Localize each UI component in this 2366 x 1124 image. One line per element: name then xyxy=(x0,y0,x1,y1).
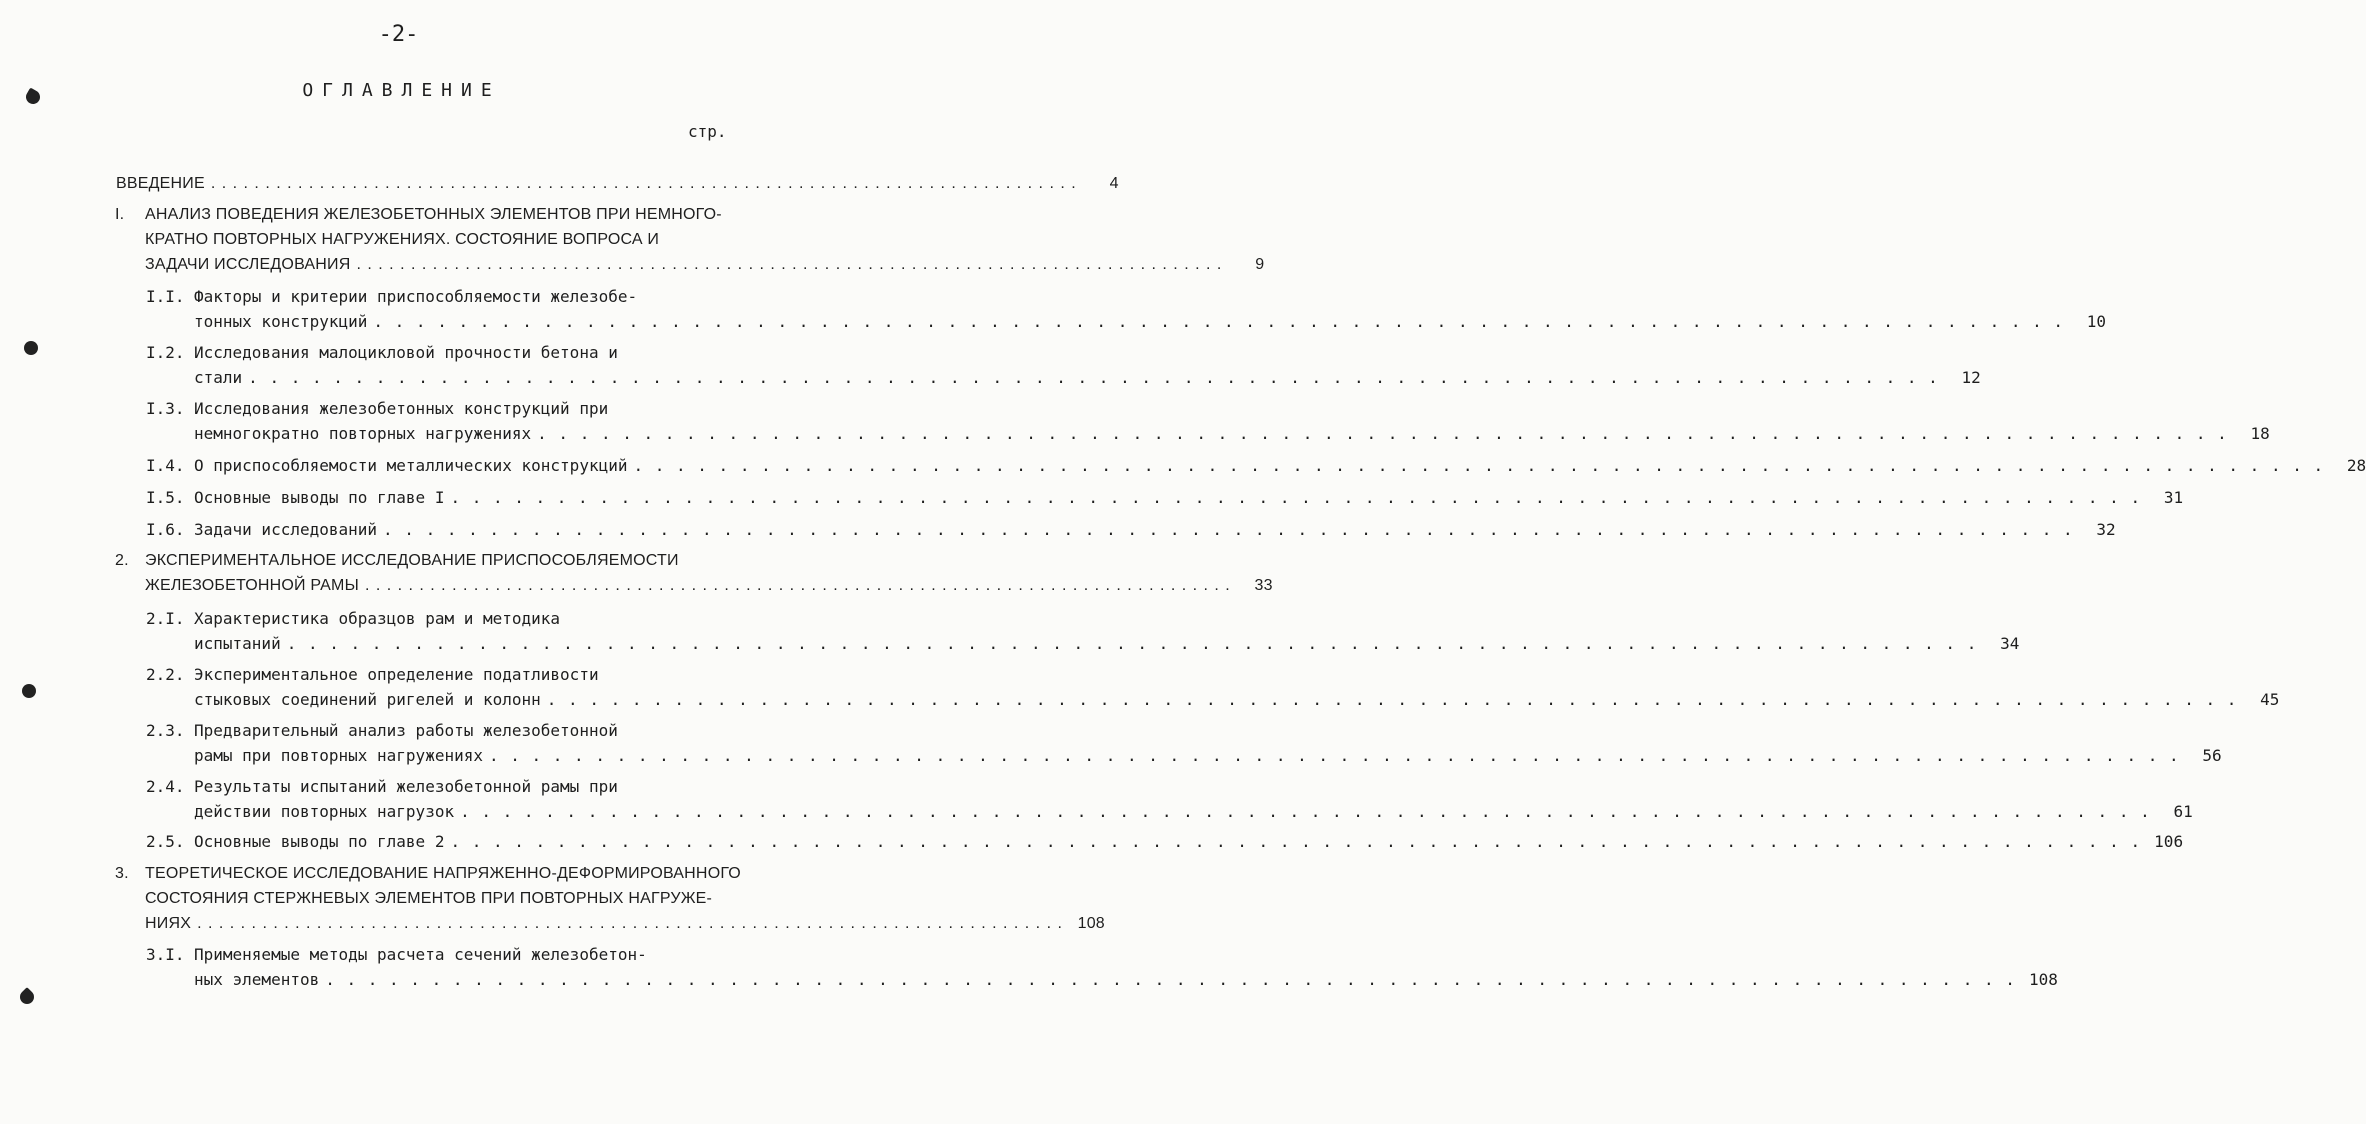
toc-entry-page: 4 xyxy=(1109,175,1119,192)
toc-entry xyxy=(0,171,1119,196)
leader-dots: . . . . . . . . . . . . . . . . . . . . . . . . . . . . . . . . . . . . . . . . . . . . . . . . . . . . . . . . . . . . . . . . . . . . . . . . . . . . . . . . xyxy=(197,915,1063,932)
toc-entry-text: испытаний xyxy=(194,634,281,653)
toc-entry-number: I.5. xyxy=(146,488,185,507)
toc-entry-number: 2.5. xyxy=(146,832,185,851)
toc-entry-text: АНАЛИЗ ПОВЕДЕНИЯ ЖЕЛЕЗОБЕТОННЫХ ЭЛЕМЕНТОВ ПРИ НЕМНОГО- xyxy=(145,206,722,223)
pages-column-label: стр. xyxy=(688,122,727,141)
toc-entry-number: 2.4. xyxy=(146,777,185,796)
toc-entry-text: ЭКСПЕРИМЕНТАЛЬНОЕ ИССЛЕДОВАНИЕ ПРИСПОСОБЛЯЕМОСТИ xyxy=(145,552,679,569)
leader-dots: . . . . . . . . . . . . . . . . . . . . . . . . . . . . . . . . . . . . . . . . . . . . . . . . . . . . . . . . . . . . . . . . . . . . . . . . . . . . . . . . xyxy=(356,256,1223,273)
leader-dots: . . . . . . . . . . . . . . . . . . . . . . . . . . . . . . . . . . . . . . . . . . . . . . . . . . . . . . . . . . . . . . . . . . . . . . . . . . . . . . . . xyxy=(450,832,2142,851)
toc-entry-page: 34 xyxy=(2000,634,2020,653)
leader-dots: . . . . . . . . . . . . . . . . . . . . . . . . . . . . . . . . . . . . . . . . . . . . . . . . . . . . . . . . . . . . . . . . . . . . . . . . . . . . . . . . xyxy=(383,520,2074,539)
toc-entry-page: 32 xyxy=(2096,520,2116,539)
toc-entry-text: ЖЕЛЕЗОБЕТОННОЙ РАМЫ xyxy=(145,577,359,594)
leader-dots: . . . . . . . . . . . . . . . . . . . . . . . . . . . . . . . . . . . . . . . . . . . . . . . . . . . . . . . . . . . . . . . . . . . . . . . . . . . . . . . . xyxy=(286,634,1978,653)
leader-dots: . . . . . . . . . . . . . . . . . . . . . . . . . . . . . . . . . . . . . . . . . . . . . . . . . . . . . . . . . . . . . . . . . . . . . . . . . . . . . . . . xyxy=(460,802,2151,821)
toc-entry xyxy=(0,548,1273,598)
toc-entry-page: 56 xyxy=(2202,746,2222,765)
toc-entry-page: 108 xyxy=(2028,970,2058,989)
toc-entry-text: рамы при повторных нагружениях xyxy=(194,746,483,765)
toc-entry-text: Задачи исследований xyxy=(194,520,378,539)
leader-dots: . . . . . . . . . . . . . . . . . . . . . . . . . . . . . . . . . . . . . . . . . . . . . . . . . . . . . . . . . . . . . . . . . . . . . . . . . . . . . . . . xyxy=(450,488,2142,507)
toc-entry xyxy=(0,942,2058,992)
toc-entry-text: Экспериментальное определение податливости xyxy=(194,665,599,684)
leader-dots: . . . . . . . . . . . . . . . . . . . . . . . . . . . . . . . . . . . . . . . . . . . . . . . . . . . . . . . . . . . . . . . . . . . . . . . . . . . . . . . . xyxy=(373,312,2065,331)
toc-entry-text: ВВЕДЕНИЕ xyxy=(116,175,205,192)
toc-entry-number: 2.2. xyxy=(146,665,185,684)
toc-entry-text: Результаты испытаний железобетонной рамы при xyxy=(194,777,618,796)
toc-entry-text: Основные выводы по главе I xyxy=(194,488,445,507)
toc-entry-text: НИЯХ xyxy=(145,915,192,932)
toc-entry-number: I.4. xyxy=(146,456,185,475)
leader-dots: . . . . . . . . . . . . . . . . . . . . . . . . . . . . . . . . . . . . . . . . . . . . . . . . . . . . . . . . . . . . . . . . . . . . . . . . . . . . . . . . xyxy=(488,746,2180,765)
toc-entry-number: I.6. xyxy=(146,520,185,539)
toc-entry-page: 18 xyxy=(2250,424,2270,443)
leader-dots: . . . . . . . . . . . . . . . . . . . . . . . . . . . . . . . . . . . . . . . . . . . . . . . . . . . . . . . . . . . . . . . . . . . . . . . . . . . . . . . . xyxy=(210,175,1077,192)
toc-entry xyxy=(0,453,2366,478)
toc-entry-page: 28 xyxy=(2346,456,2366,475)
toc-entry-text: ЗАДАЧИ ИССЛЕДОВАНИЯ xyxy=(145,256,351,273)
toc-entry xyxy=(0,396,2270,446)
toc-entry-text: СОСТОЯНИЯ СТЕРЖНЕВЫХ ЭЛЕМЕНТОВ ПРИ ПОВТОРНЫХ НАГРУЖЕ- xyxy=(145,890,713,907)
toc-entry-text: Предварительный анализ работы железобетонной xyxy=(194,721,618,740)
toc-entry-text: КРАТНО ПОВТОРНЫХ НАГРУЖЕНИЯХ. СОСТОЯНИЕ ВОПРОСА И xyxy=(145,231,660,248)
toc-entry xyxy=(0,202,1265,277)
toc-entry-page: 9 xyxy=(1255,256,1265,273)
toc-entry-page: 12 xyxy=(1961,368,1981,387)
leader-dots: . . . . . . . . . . . . . . . . . . . . . . . . . . . . . . . . . . . . . . . . . . . . . . . . . . . . . . . . . . . . . . . . . . . . . . . . . . . . . . . . xyxy=(364,577,1231,594)
toc-entry-number: 2. xyxy=(115,552,129,569)
toc-entry xyxy=(0,829,2184,854)
toc-entry-text: ТЕОРЕТИЧЕСКОЕ ИССЛЕДОВАНИЕ НАПРЯЖЕННО-ДЕФОРМИРОВАННОГО xyxy=(145,865,741,882)
toc-entry-text: Исследования железобетонных конструкций при xyxy=(194,399,609,418)
toc-entry-text: Характеристика образцов рам и методика xyxy=(194,609,561,628)
leader-dots: . . . . . . . . . . . . . . . . . . . . . . . . . . . . . . . . . . . . . . . . . . . . . . . . . . . . . . . . . . . . . . . . . . . . . . . . . . . . . . . . xyxy=(633,456,2325,475)
toc-entry-text: тонных конструкций xyxy=(194,312,368,331)
toc-entry-number: 2.I. xyxy=(146,609,185,628)
leader-dots: . . . . . . . . . . . . . . . . . . . . . . . . . . . . . . . . . . . . . . . . . . . . . . . . . . . . . . . . . . . . . . . . . . . . . . . . . . . . . . . . xyxy=(546,690,2238,709)
toc-entry-page: 10 xyxy=(2086,312,2107,331)
toc-entry xyxy=(0,606,2020,656)
toc-entry-page: 31 xyxy=(2163,488,2184,507)
leader-dots: . . . . . . . . . . . . . . . . . . . . . . . . . . . . . . . . . . . . . . . . . . . . . . . . . . . . . . . . . . . . . . . . . . . . . . . . . . . . . . . . xyxy=(325,970,2016,989)
toc-entry-page: 108 xyxy=(1077,915,1105,932)
toc-entry-number: I.I. xyxy=(146,287,185,306)
toc-entry xyxy=(0,340,1981,390)
toc-entry-text: стыковых соединений ригелей и колонн xyxy=(194,690,541,709)
toc-entry-text: Основные выводы по главе 2 xyxy=(194,832,445,851)
toc-entry-text: Факторы и критерии приспособляемости железобе- xyxy=(194,287,638,306)
toc-entry xyxy=(0,718,2222,768)
toc-entry xyxy=(0,861,1105,936)
toc-entry-page: 61 xyxy=(2173,802,2193,821)
toc-entry-page: 45 xyxy=(2260,690,2280,709)
toc-entry-number: I.3. xyxy=(146,399,185,418)
toc-entry xyxy=(0,485,2184,510)
toc-entry xyxy=(0,774,2193,824)
toc-entry-page: 33 xyxy=(1254,577,1273,594)
toc-entry-text: стали xyxy=(194,368,243,387)
page-number: -2- xyxy=(378,22,419,47)
toc-entry xyxy=(0,662,2280,712)
toc-entry-text: действии повторных нагрузок xyxy=(194,802,455,821)
toc-entry xyxy=(0,517,2116,542)
toc-entry-text: Применяемые методы расчета сечений железобетон- xyxy=(194,945,647,964)
page-title: ОГЛАВЛЕНИЕ xyxy=(302,80,501,101)
leader-dots: . . . . . . . . . . . . . . . . . . . . . . . . . . . . . . . . . . . . . . . . . . . . . . . . . . . . . . . . . . . . . . . . . . . . . . . . . . . . . . . . xyxy=(537,424,2228,443)
toc-entry-number: 3. xyxy=(115,865,129,882)
toc-entry-number: I. xyxy=(115,206,125,223)
leader-dots: . . . . . . . . . . . . . . . . . . . . . . . . . . . . . . . . . . . . . . . . . . . . . . . . . . . . . . . . . . . . . . . . . . . . . . . . . . . . . . . . xyxy=(248,368,1939,387)
toc-entry-number: I.2. xyxy=(146,343,185,362)
toc-entry-number: 2.3. xyxy=(146,721,185,740)
toc-entry xyxy=(0,284,2107,334)
toc-entry-number: 3.I. xyxy=(146,945,185,964)
toc-entry-text: ных элементов xyxy=(194,970,320,989)
toc-entry-text: Исследования малоцикловой прочности бетона и xyxy=(194,343,618,362)
toc-entry-text: О приспособляемости металлических конструкций xyxy=(194,456,628,475)
toc-entry-page: 106 xyxy=(2154,832,2184,851)
toc-entry-text: немногократно повторных нагружениях xyxy=(194,424,532,443)
